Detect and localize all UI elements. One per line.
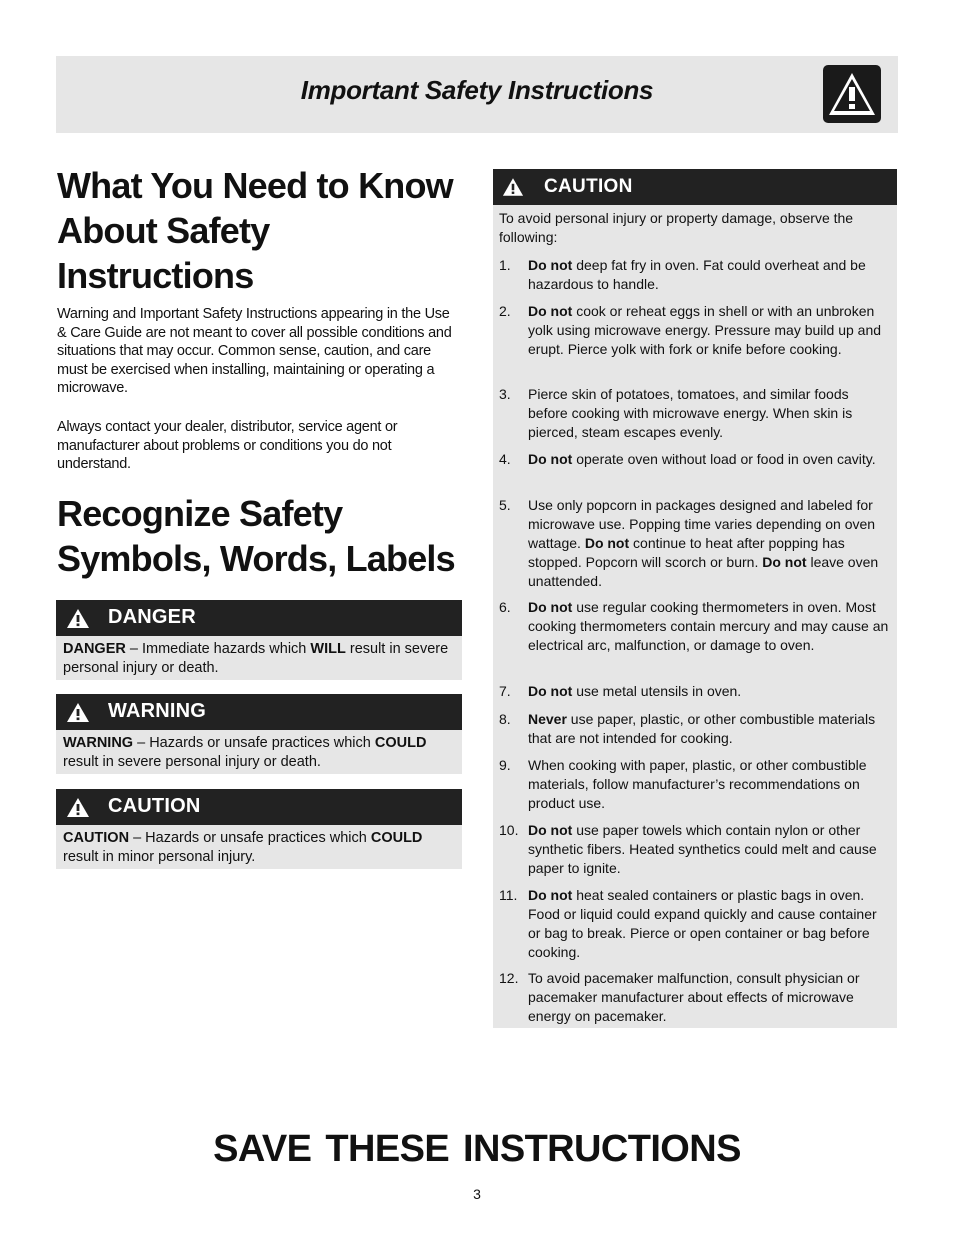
list-item-emphasis: Do not — [528, 887, 573, 903]
list-item-emphasis: Do not — [528, 257, 573, 273]
list-item-text-run: use regular cooking thermometers in oven. Most cooking thermometers contain mercury and may cause an electrical arc, malfunction, or damage to oven. — [528, 599, 889, 653]
list-item-number: 8. — [499, 711, 511, 727]
list-item-text — [528, 710, 890, 748]
list-item-number: 9. — [499, 757, 511, 773]
list-item-number: 4. — [499, 451, 511, 467]
caution-header — [56, 789, 462, 825]
list-item-text-run: use paper towels which contain nylon or other synthetic fibers. Heated synthetics could melt and cause paper to ignite. — [528, 822, 877, 876]
caution-text-post: result in minor personal injury. — [63, 849, 256, 865]
warning-definition — [56, 730, 462, 774]
list-item-text — [528, 756, 890, 813]
page-number: 3 — [473, 1186, 481, 1202]
warning-text-post: result in severe personal injury or death. — [63, 754, 321, 770]
caution-list-header — [493, 169, 897, 205]
caution-term: CAUTION — [63, 830, 130, 846]
list-item-text-run: leave oven unattended. — [528, 554, 879, 589]
list-item-text-run: heat sealed containers or plastic bags in oven. Food or liquid could expand quickly and cause container or bag to break. Pierce or open container or bag before cooking. — [528, 887, 877, 960]
list-item-text-run: continue to heat after popping has stopped. Popcorn will scorch or burn. — [528, 535, 845, 570]
section-heading-what-you-need: What You Need to Know About Safety Instructions — [57, 165, 453, 296]
list-item-number: 3. — [499, 386, 511, 402]
list-item-number: 7. — [499, 683, 511, 699]
list-item-emphasis: Do not — [584, 535, 630, 551]
warning-text-pre: – Hazards or unsafe practices which — [133, 735, 375, 751]
danger-label-box — [56, 600, 462, 680]
list-item-emphasis: Do not — [528, 822, 573, 838]
warning-signal-word: WARNING — [108, 700, 207, 722]
list-item-number: 1. — [499, 257, 511, 273]
list-item-text-run: use paper, plastic, or other combustible materials that are not intended for cooking. — [528, 711, 876, 746]
caution-list-intro: To avoid personal injury or property damage, observe the following: — [499, 210, 854, 245]
list-item-text — [528, 886, 890, 962]
warning-label-box — [56, 694, 462, 774]
list-item-text — [528, 256, 890, 294]
list-item-text-run: deep fat fry in oven. Fat could overheat and be hazardous to handle. — [528, 257, 866, 292]
list-item-text — [528, 598, 890, 655]
section-heading-recognize-symbols: Recognize Safety Symbols, Words, Labels — [57, 493, 455, 579]
warning-triangle-icon — [823, 65, 881, 123]
warning-keyword: COULD — [374, 735, 427, 751]
warning-header — [56, 694, 462, 730]
list-item-emphasis: Do not — [528, 303, 573, 319]
list-item-emphasis: Never — [528, 711, 567, 727]
list-item-emphasis: Do not — [762, 554, 807, 570]
warning-triangle-icon — [66, 702, 90, 723]
warning-term: WARNING — [63, 735, 134, 751]
list-item-text-run: operate oven without load or food in oven cavity. — [572, 451, 876, 467]
list-item-text — [528, 682, 890, 701]
header-title: Important Safety Instructions — [300, 75, 654, 105]
caution-text-pre: – Hazards or unsafe practices which — [129, 830, 371, 846]
list-item-number: 2. — [499, 303, 511, 319]
list-item-text-run: Use only popcorn in packages designed and labeled for microwave use. Popping time varies depending on oven wattage. — [528, 497, 876, 551]
warning-triangle-icon — [66, 797, 90, 818]
intro-paragraph: Warning and Important Safety Instructions appearing in the Use & Care Guide are not meant to cover all possible conditions and situations that may occur. Common sense, caution, and care must be exercised when installing, maintaining or operating a microwave. — [57, 306, 452, 397]
caution-definition — [56, 825, 462, 869]
caution-keyword: COULD — [370, 830, 423, 846]
header-band — [56, 56, 898, 133]
danger-header — [56, 600, 462, 636]
list-item-number: 5. — [499, 497, 511, 513]
warning-triangle-icon — [66, 608, 90, 629]
list-item-number: 12. — [499, 970, 519, 986]
list-item-number: 10. — [499, 822, 519, 838]
danger-term: DANGER — [63, 641, 126, 657]
danger-definition — [56, 636, 462, 680]
list-item-number: 11. — [499, 887, 518, 903]
danger-keyword: WILL — [310, 641, 346, 657]
danger-text-pre: – Immediate hazards which — [125, 641, 311, 657]
caution-list-panel — [493, 169, 897, 1028]
list-item-text-run: When cooking with paper, plastic, or other combustible materials, follow manufacturer’s recommendations on product use. — [528, 757, 867, 811]
list-item-text — [528, 821, 890, 878]
danger-signal-word: DANGER — [108, 606, 196, 628]
list-item-emphasis: Do not — [528, 599, 573, 615]
caution-list-signal-word: CAUTION — [544, 176, 633, 197]
caution-signal-word: CAUTION — [108, 795, 201, 817]
warning-triangle-icon — [502, 177, 524, 197]
list-item-number: 6. — [499, 599, 511, 615]
list-item-text-run: use metal utensils in oven. — [572, 683, 742, 699]
list-item-text — [528, 302, 890, 359]
list-item-text — [528, 385, 890, 442]
list-item-emphasis: Do not — [528, 451, 573, 467]
list-item-text — [528, 969, 890, 1026]
list-item-emphasis: Do not — [528, 683, 573, 699]
danger-text-post: result in severe personal injury or death. — [63, 641, 449, 676]
save-instructions-banner: SAVE THESE INSTRUCTIONS — [213, 1128, 741, 1170]
contact-paragraph: Always contact your dealer, distributor, service agent or manufacturer about problems or conditions you do not understand. — [57, 419, 398, 473]
list-item-text — [528, 496, 890, 591]
list-item-text — [528, 450, 890, 469]
list-item-text-run: cook or reheat eggs in shell or with an unbroken yolk using microwave energy. Pressure may build up and erupt. Pierce yolk with fork or knife before cooking. — [528, 303, 882, 357]
list-item-text-run: To avoid pacemaker malfunction, consult physician or pacemaker manufacturer about effects of microwave energy on pacemaker. — [528, 970, 860, 1024]
caution-label-box — [56, 789, 462, 869]
list-item-text-run: Pierce skin of potatoes, tomatoes, and similar foods before cooking with microwave energy. When skin is pierced, steam escapes evenly. — [528, 386, 853, 440]
